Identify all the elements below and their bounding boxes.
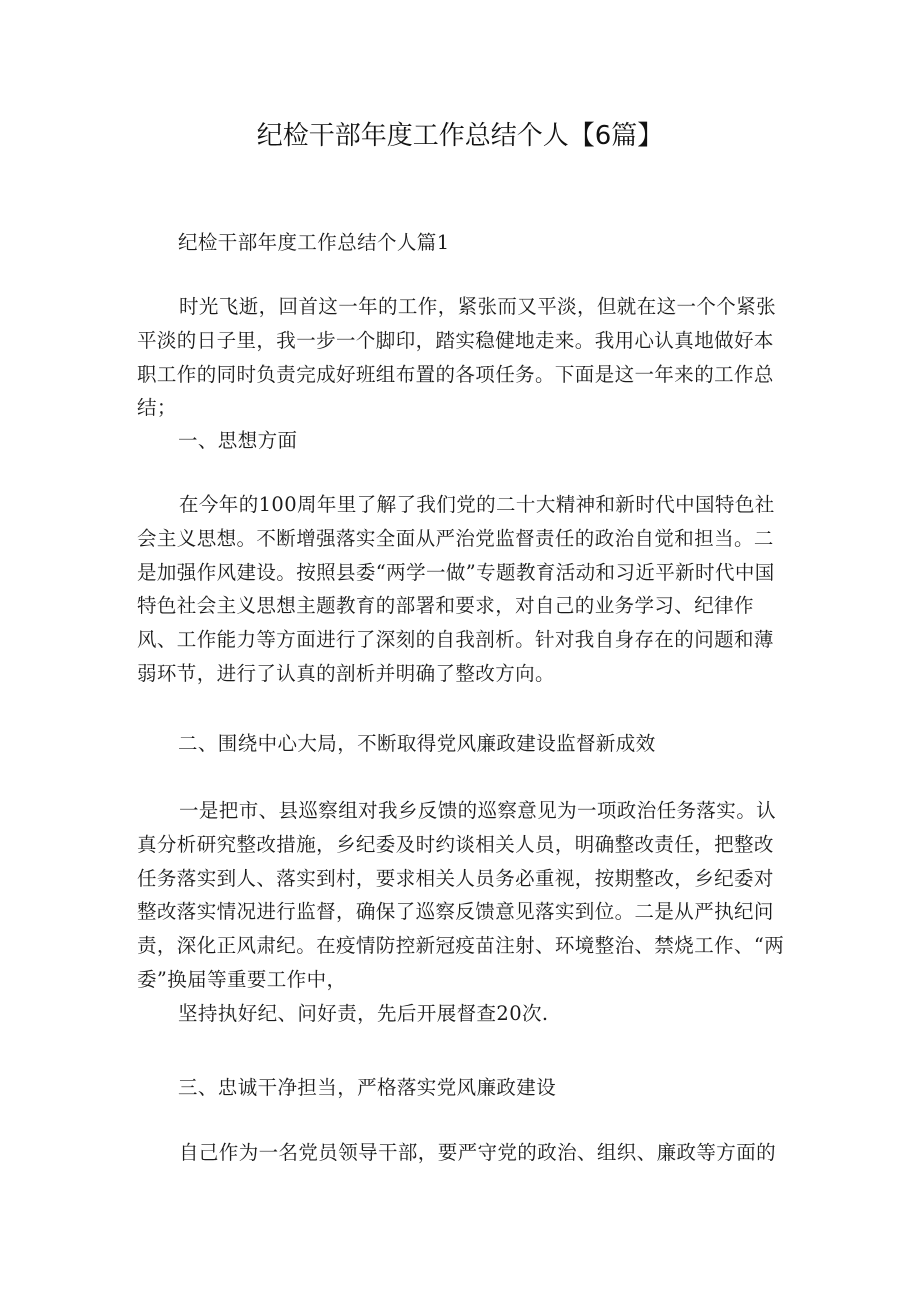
paragraph-intro: 时光飞逝，回首这一年的工作，紧张而又平淡，但就在这一个个紧张平淡的日子里，我一步一个脚印，踏实稳健地走来。我用心认真地做好本职工作的同时负责完成好班组布置的各项任务。下面是这一年来的工作总结； [137,295,777,420]
article-subtitle: 纪检干部年度工作总结个人篇1 [178,231,450,254]
paragraph-thought: 在今年的100周年里了解了我们党的二十大精神和新时代中国特色社会主义思想。不断增强落实全面从严治党监督责任的政治自觉和担当。二是加强作风建设。按照县委“两学一做”专题教育活动和习近平新时代中国特色社会主义思想主题教育的部署和要求，对自己的业务学习、纪律作风、工作能力等方面进行了深刻的自我剖析。针对我自身存在的问题和薄弱环节，进行了认真的剖析并明确了整改方向。 [137,493,775,685]
section-heading-thought: 一、思想方面 [178,429,298,452]
paragraph-supervision-continued: 坚持执好纪、问好责，先后开展督查20次. [178,1002,549,1025]
paragraph-supervision: 一是把市、县巡察组对我乡反馈的巡察意见为一项政治任务落实。认真分析研究整改措施，乡纪委及时约谈相关人员，明确整改责任，把整改任务落实到人、落实到村，要求相关人员务必重视，按期整改，乡纪委对整改落实情况进行监督，确保了巡察反馈意见落实到位。二是从严执纪问责，深化正风肃纪。在疫情防控新冠疫苗注射、环境整治、禁烧工作、“两委”换届等重要工作中， [137,799,785,991]
paragraph-integrity: 自己作为一名党员领导干部，要严守党的政治、组织、廉政等方面的 [179,1141,777,1164]
document-title: 纪检干部年度工作总结个人【6篇】 [256,121,664,151]
section-heading-integrity: 三、忠诚干净担当，严格落实党风廉政建设 [178,1076,557,1099]
section-heading-supervision: 二、围绕中心大局，不断取得党风廉政建设监督新成效 [178,732,656,755]
